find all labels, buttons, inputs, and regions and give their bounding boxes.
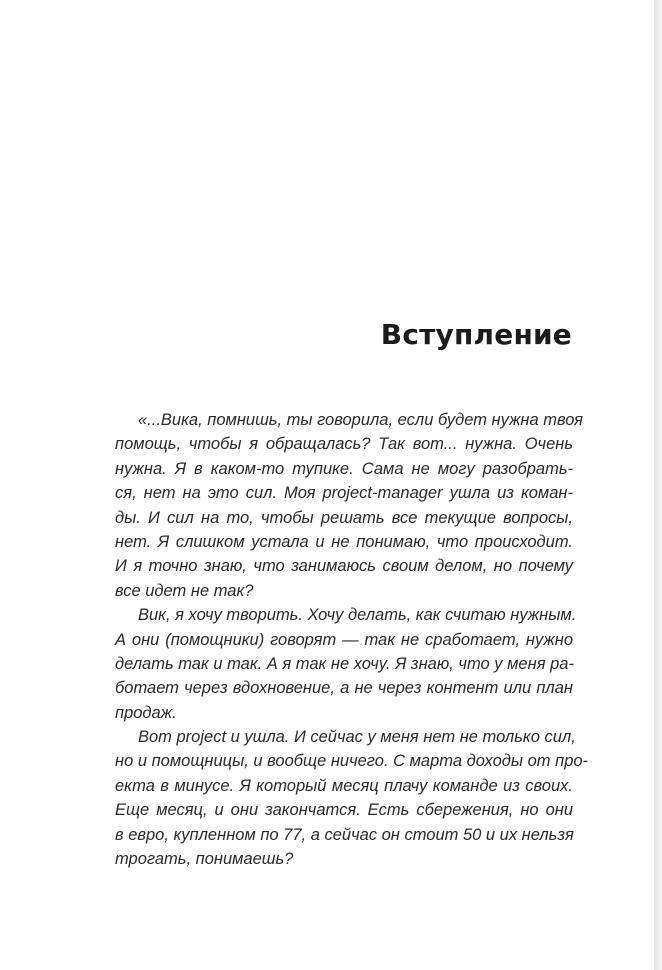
text-line: делать так и так. А я так не хочу. Я знаю, что у меня ра- bbox=[115, 654, 574, 673]
text-line: ботает через вдохновение, а не через контент или план bbox=[115, 679, 573, 698]
paragraph-2 bbox=[115, 603, 577, 725]
text-line: но и помощницы, и вообще ничего. С марта доходы от про- bbox=[115, 752, 589, 771]
body-text bbox=[115, 408, 589, 871]
chapter-title: Вступление bbox=[380, 318, 572, 351]
text-line: нужна. Я в каком-то тупике. Сама не могу разобрать- bbox=[115, 459, 573, 478]
text-line: А они (помощники) говорят — так не сработает, нужно bbox=[115, 630, 573, 649]
text-line: трогать, понимаешь? bbox=[115, 850, 294, 869]
page-edge bbox=[654, 0, 662, 970]
text-line: И я точно знаю, что занимаюсь своим делом, но почему bbox=[115, 557, 573, 576]
paragraph-1 bbox=[115, 408, 583, 603]
text-line: ся, нет на это сил. Моя project-manager ушла из коман- bbox=[115, 484, 573, 503]
paragraph-3 bbox=[115, 725, 589, 871]
text-line: екта в минусе. Я который месяц плачу команде из своих. bbox=[115, 776, 573, 795]
text-line: Вик, я хочу творить. Хочу делать, как считаю нужным. bbox=[138, 606, 577, 625]
text-line: все идет не так? bbox=[115, 581, 254, 600]
text-line: продаж. bbox=[115, 703, 177, 722]
text-line: Вот project и ушла. И сейчас у меня нет не только сил, bbox=[138, 728, 576, 747]
text-line: ды. И сил на то, чтобы решать все текущие вопросы, bbox=[115, 508, 573, 527]
text-line: Еще месяц, и они закончатся. Есть сбережения, но они bbox=[115, 801, 573, 820]
text-line: нет. Я слишком устала и не понимаю, что происходит. bbox=[115, 532, 573, 551]
text-line: в евро, купленном по 77, а сейчас он стоит 50 и их нельзя bbox=[115, 825, 574, 844]
text-line: «...Вика, помнишь, ты говорила, если будет нужна твоя bbox=[138, 411, 583, 429]
text-line: помощь, чтобы я обращалась? Так вот... нужна. Очень bbox=[115, 435, 573, 454]
